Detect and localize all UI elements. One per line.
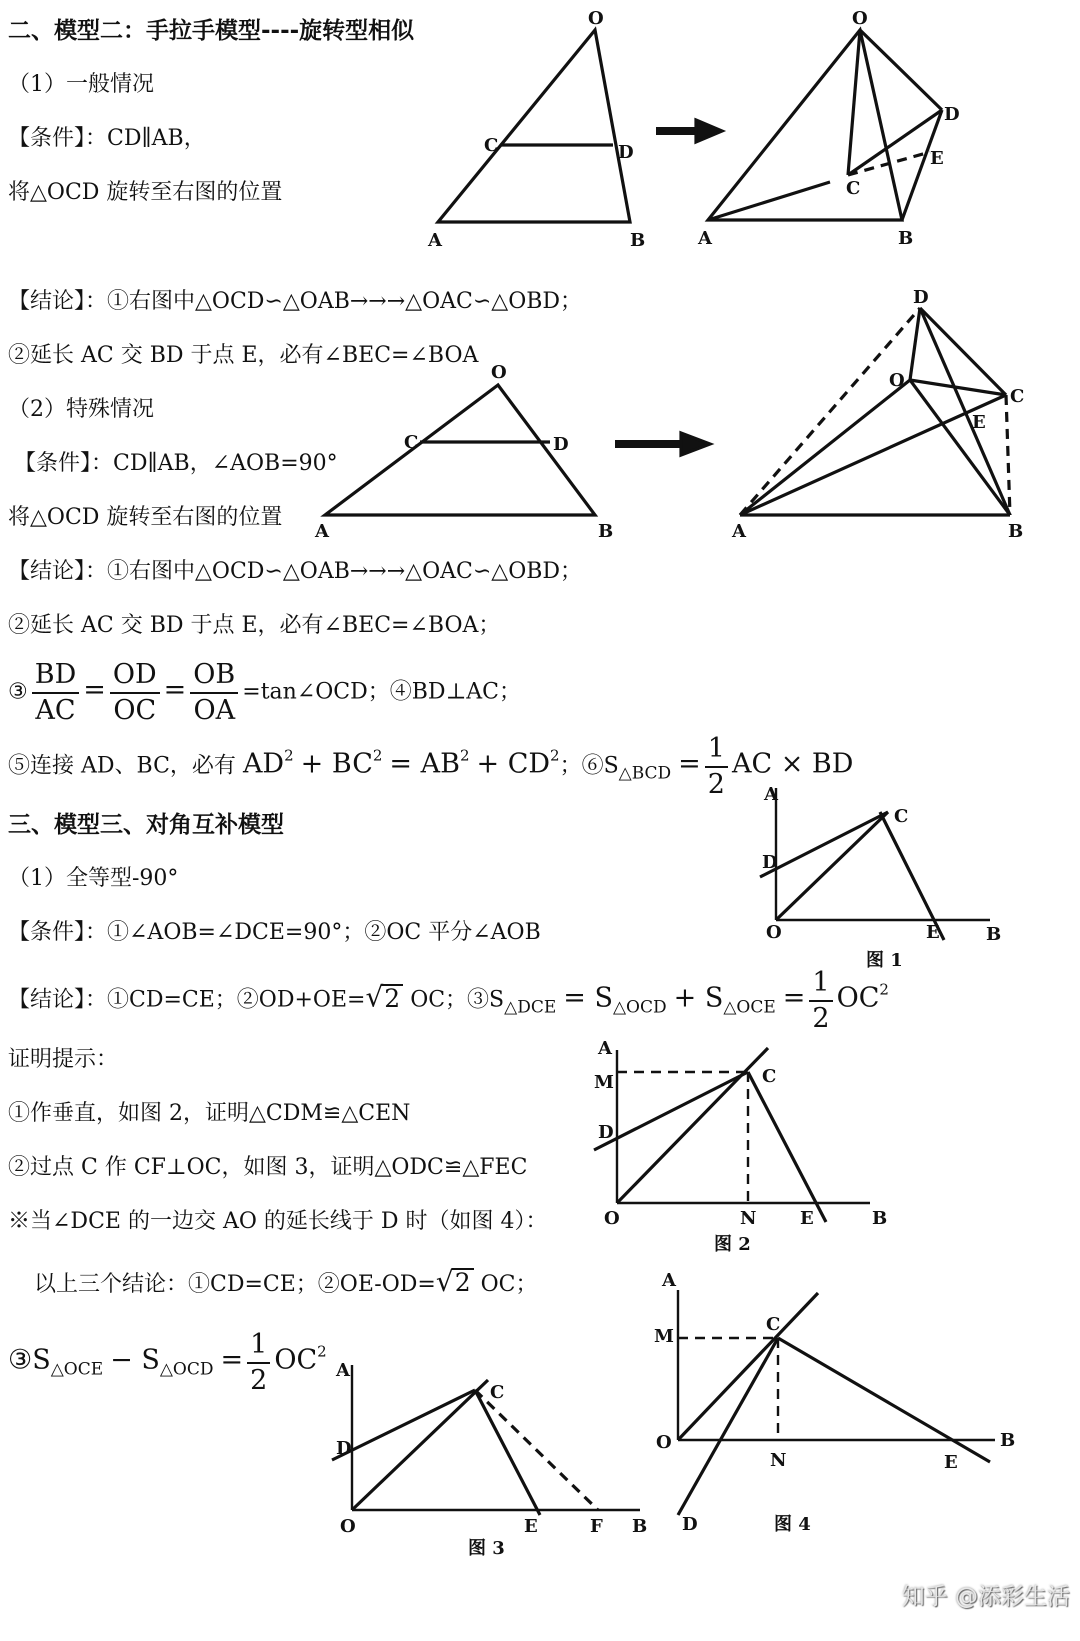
segment-ce (778, 1338, 990, 1462)
m3-conclusion-prefix: 【结论】：①CD=CE；②OD+OE= (8, 987, 366, 1013)
fraction-denominator: 2 (812, 1002, 830, 1034)
label-b: B (986, 924, 1002, 945)
case1-conclusion-2: ②延长 AC 交 BD 于点 E，必有∠BEC=∠BOA (8, 343, 479, 368)
sqrt-radicand: 2 (452, 1268, 474, 1296)
c3-prefix: ③S (8, 1344, 51, 1376)
model2-title: 二、模型二：手拉手模型----旋转型相似 (8, 18, 415, 44)
label-m: M (594, 1072, 614, 1093)
note-conclusion-prefix: 以上三个结论：①CD=CE；②OE-OD= (34, 1272, 436, 1297)
case1-rotate: 将△OCD 旋转至右图的位置 (8, 180, 283, 205)
case2-rotate: 将△OCD 旋转至右图的位置 (8, 505, 283, 530)
label-c: C (484, 135, 499, 156)
segment-od (860, 30, 942, 110)
segment-dc (332, 1390, 475, 1460)
model3-title: 三、模型三、对角互补模型 (8, 812, 284, 838)
label-a: A (315, 521, 329, 542)
m3-case1-title: （1）全等型-90° (8, 866, 179, 891)
area-subscript: △BCD (618, 763, 672, 784)
label-a: A (598, 1038, 612, 1059)
equals-sign: = (782, 982, 806, 1014)
fraction-numerator: OD (110, 660, 160, 694)
sqrt-symbol: √ (365, 980, 384, 1014)
label-a: A (698, 228, 712, 249)
segment-oc (352, 1380, 488, 1510)
figure-1-caption: 图 1 (866, 950, 903, 971)
square-exp: 2 (459, 746, 470, 765)
label-b: B (1008, 521, 1024, 542)
figure-2 (594, 1038, 887, 1255)
note-oc-text: OC； (480, 1272, 538, 1297)
formula-bc: + BC (300, 748, 373, 780)
label-c: C (404, 432, 419, 453)
segment-oc (776, 812, 888, 920)
plus-s: + S (673, 982, 724, 1014)
case1-conclusion-1: 【结论】：①右图中△OCD∽△OAB→→→△OAC∽△OBD； (8, 289, 583, 314)
label-m: M (654, 1326, 674, 1347)
label-d: D (944, 104, 960, 125)
fraction-numerator: BD (32, 660, 80, 694)
arrow-right-icon (615, 433, 710, 455)
area-subscript: △OCD (612, 997, 667, 1018)
label-e: E (524, 1516, 538, 1537)
arrow-right-icon (656, 120, 722, 142)
label-o: O (588, 8, 604, 29)
label-a: A (662, 1270, 676, 1291)
figure-1 (760, 784, 1001, 971)
watermark: 知乎 @添彩生活 (901, 1584, 1070, 1610)
label-d: D (553, 434, 569, 455)
model2-case2-right-figure (731, 287, 1024, 542)
area-subscript: △OCD (159, 1359, 214, 1380)
fraction-denominator: 2 (250, 1364, 268, 1396)
segment-dc (760, 812, 888, 877)
label-o: O (340, 1516, 356, 1537)
label-o: O (766, 922, 782, 943)
label-c: C (490, 1382, 505, 1403)
label-e: E (972, 412, 986, 433)
label-d: D (762, 852, 778, 873)
triangle-oab (438, 30, 630, 222)
segment-oc (678, 1293, 818, 1440)
label-d: D (618, 142, 634, 163)
label-o: O (852, 8, 868, 29)
formula-ad: AD (242, 748, 285, 780)
label-o: O (889, 370, 905, 391)
fraction-denominator: OA (193, 694, 236, 726)
label-n: N (770, 1450, 787, 1471)
label-d: D (913, 287, 929, 308)
square-exp: 2 (284, 746, 294, 765)
segment-cd (848, 110, 942, 175)
figure-2-caption: 图 2 (714, 1234, 751, 1255)
label-b: B (630, 230, 646, 251)
oc-squared: OC (274, 1344, 318, 1376)
label-f: F (590, 1516, 603, 1537)
label-b: B (898, 228, 914, 249)
formula-ab: = AB (389, 748, 460, 780)
figure-4-caption: 图 4 (774, 1514, 811, 1535)
case2-title: （2）特殊情况 (8, 397, 154, 422)
proof-hint: 证明提示： (8, 1047, 119, 1072)
equals-s: = S (563, 982, 613, 1014)
equals-sign: = (83, 674, 106, 706)
square-exp: 2 (550, 746, 560, 765)
figure-3-caption: 图 3 (468, 1538, 505, 1559)
label-e: E (930, 148, 944, 169)
label-a: A (764, 784, 778, 805)
c6-prefix: ；⑥S (559, 753, 619, 779)
m3-oc-text: OC；③S (410, 987, 505, 1013)
fraction-denominator: OC (113, 694, 157, 726)
model2-case1-left-figure (427, 8, 645, 251)
label-d: D (598, 1122, 614, 1143)
sqrt-radicand: 2 (381, 984, 403, 1012)
label-n: N (740, 1208, 757, 1229)
fraction-numerator: 1 (247, 1330, 270, 1364)
label-a: A (336, 1360, 350, 1381)
oc-squared: OC (836, 982, 880, 1014)
label-a: A (732, 521, 746, 542)
equals-sign: = (163, 674, 187, 706)
label-d: D (682, 1514, 698, 1535)
label-b: B (598, 521, 614, 542)
square-exp: 2 (372, 746, 383, 765)
segment-ce (748, 1072, 826, 1222)
area-subscript: △OCE (723, 997, 776, 1018)
label-d: D (336, 1438, 352, 1459)
segment-ad-dashed (740, 308, 920, 515)
equals-sign: = (678, 748, 701, 780)
sqrt-symbol: √ (435, 1265, 454, 1298)
segment-ac (708, 182, 830, 220)
area-subscript: △OCE (50, 1359, 104, 1380)
model2-case1-right-figure (697, 8, 960, 249)
extension-note: ※当∠DCE 的一边交 AO 的延长线于 D 时（如图 4）： (8, 1209, 548, 1234)
label-c: C (1010, 386, 1025, 407)
label-c: C (846, 178, 861, 199)
label-e: E (926, 922, 940, 943)
segment-ce (475, 1390, 540, 1515)
segment-dc (920, 308, 1006, 395)
case1-title: （1）一般情况 (8, 72, 154, 97)
case2-conclusion-2: ②延长 AC 交 BD 于点 E，必有∠BEC=∠BOA； (8, 613, 501, 638)
fraction-numerator: 1 (809, 968, 832, 1002)
label-b: B (1000, 1430, 1016, 1451)
label-o: O (491, 362, 507, 383)
minus-s: − S (110, 1344, 160, 1376)
segment-oc (848, 30, 860, 175)
fraction-denominator: AC (35, 694, 76, 726)
segment-cb-dashed (1006, 395, 1010, 515)
label-b: B (872, 1208, 888, 1229)
label-e: E (944, 1452, 958, 1473)
equals-sign: = (220, 1344, 244, 1376)
label-c: C (762, 1066, 777, 1087)
fraction-numerator: OB (190, 660, 238, 694)
case1-condition: 【条件】：CD∥AB， (8, 126, 206, 151)
label-c: C (766, 1314, 781, 1335)
ac-times-bd: AC × BD (731, 748, 854, 780)
square-exp: 2 (317, 1342, 327, 1361)
label-c: C (894, 806, 909, 827)
label-o: O (656, 1432, 672, 1453)
label-o: O (604, 1208, 620, 1229)
fraction-denominator: 2 (707, 768, 725, 800)
tan-ocd-text: =tan∠OCD；④BD⊥AC； (242, 679, 521, 705)
square-exp: 2 (879, 980, 889, 999)
label-a: A (428, 230, 442, 251)
segment-ao (740, 380, 910, 515)
label-b: B (632, 1516, 648, 1537)
case2-conclusion-1: 【结论】：①右图中△OCD∽△OAB→→→△OAC∽△OBD； (8, 559, 583, 584)
figure-3 (332, 1360, 647, 1559)
case2-condition: 【条件】：CD∥AB，∠AOB=90° (14, 451, 338, 476)
c5-prefix: ⑤连接 AD、BC，必有 (8, 753, 236, 779)
circled-3: ③ (8, 679, 28, 705)
fraction-numerator: 1 (705, 734, 728, 768)
model2-case2-left-figure (314, 362, 613, 542)
area-subscript: △DCE (504, 997, 557, 1018)
proof-step-1: ①作垂直，如图 2，证明△CDM≌△CEN (8, 1101, 411, 1126)
segment-cf-dashed (475, 1390, 598, 1510)
formula-cd: + CD (476, 748, 551, 780)
triangle-oab-rotated (708, 30, 902, 220)
label-e: E (800, 1208, 814, 1229)
proof-step-2: ②过点 C 作 CF⊥OC，如图 3，证明△ODC≌△FEC (8, 1155, 528, 1180)
figure-4 (654, 1270, 1015, 1535)
m3-condition: 【条件】：①∠AOB=∠DCE=90°；②OC 平分∠AOB (8, 920, 541, 945)
